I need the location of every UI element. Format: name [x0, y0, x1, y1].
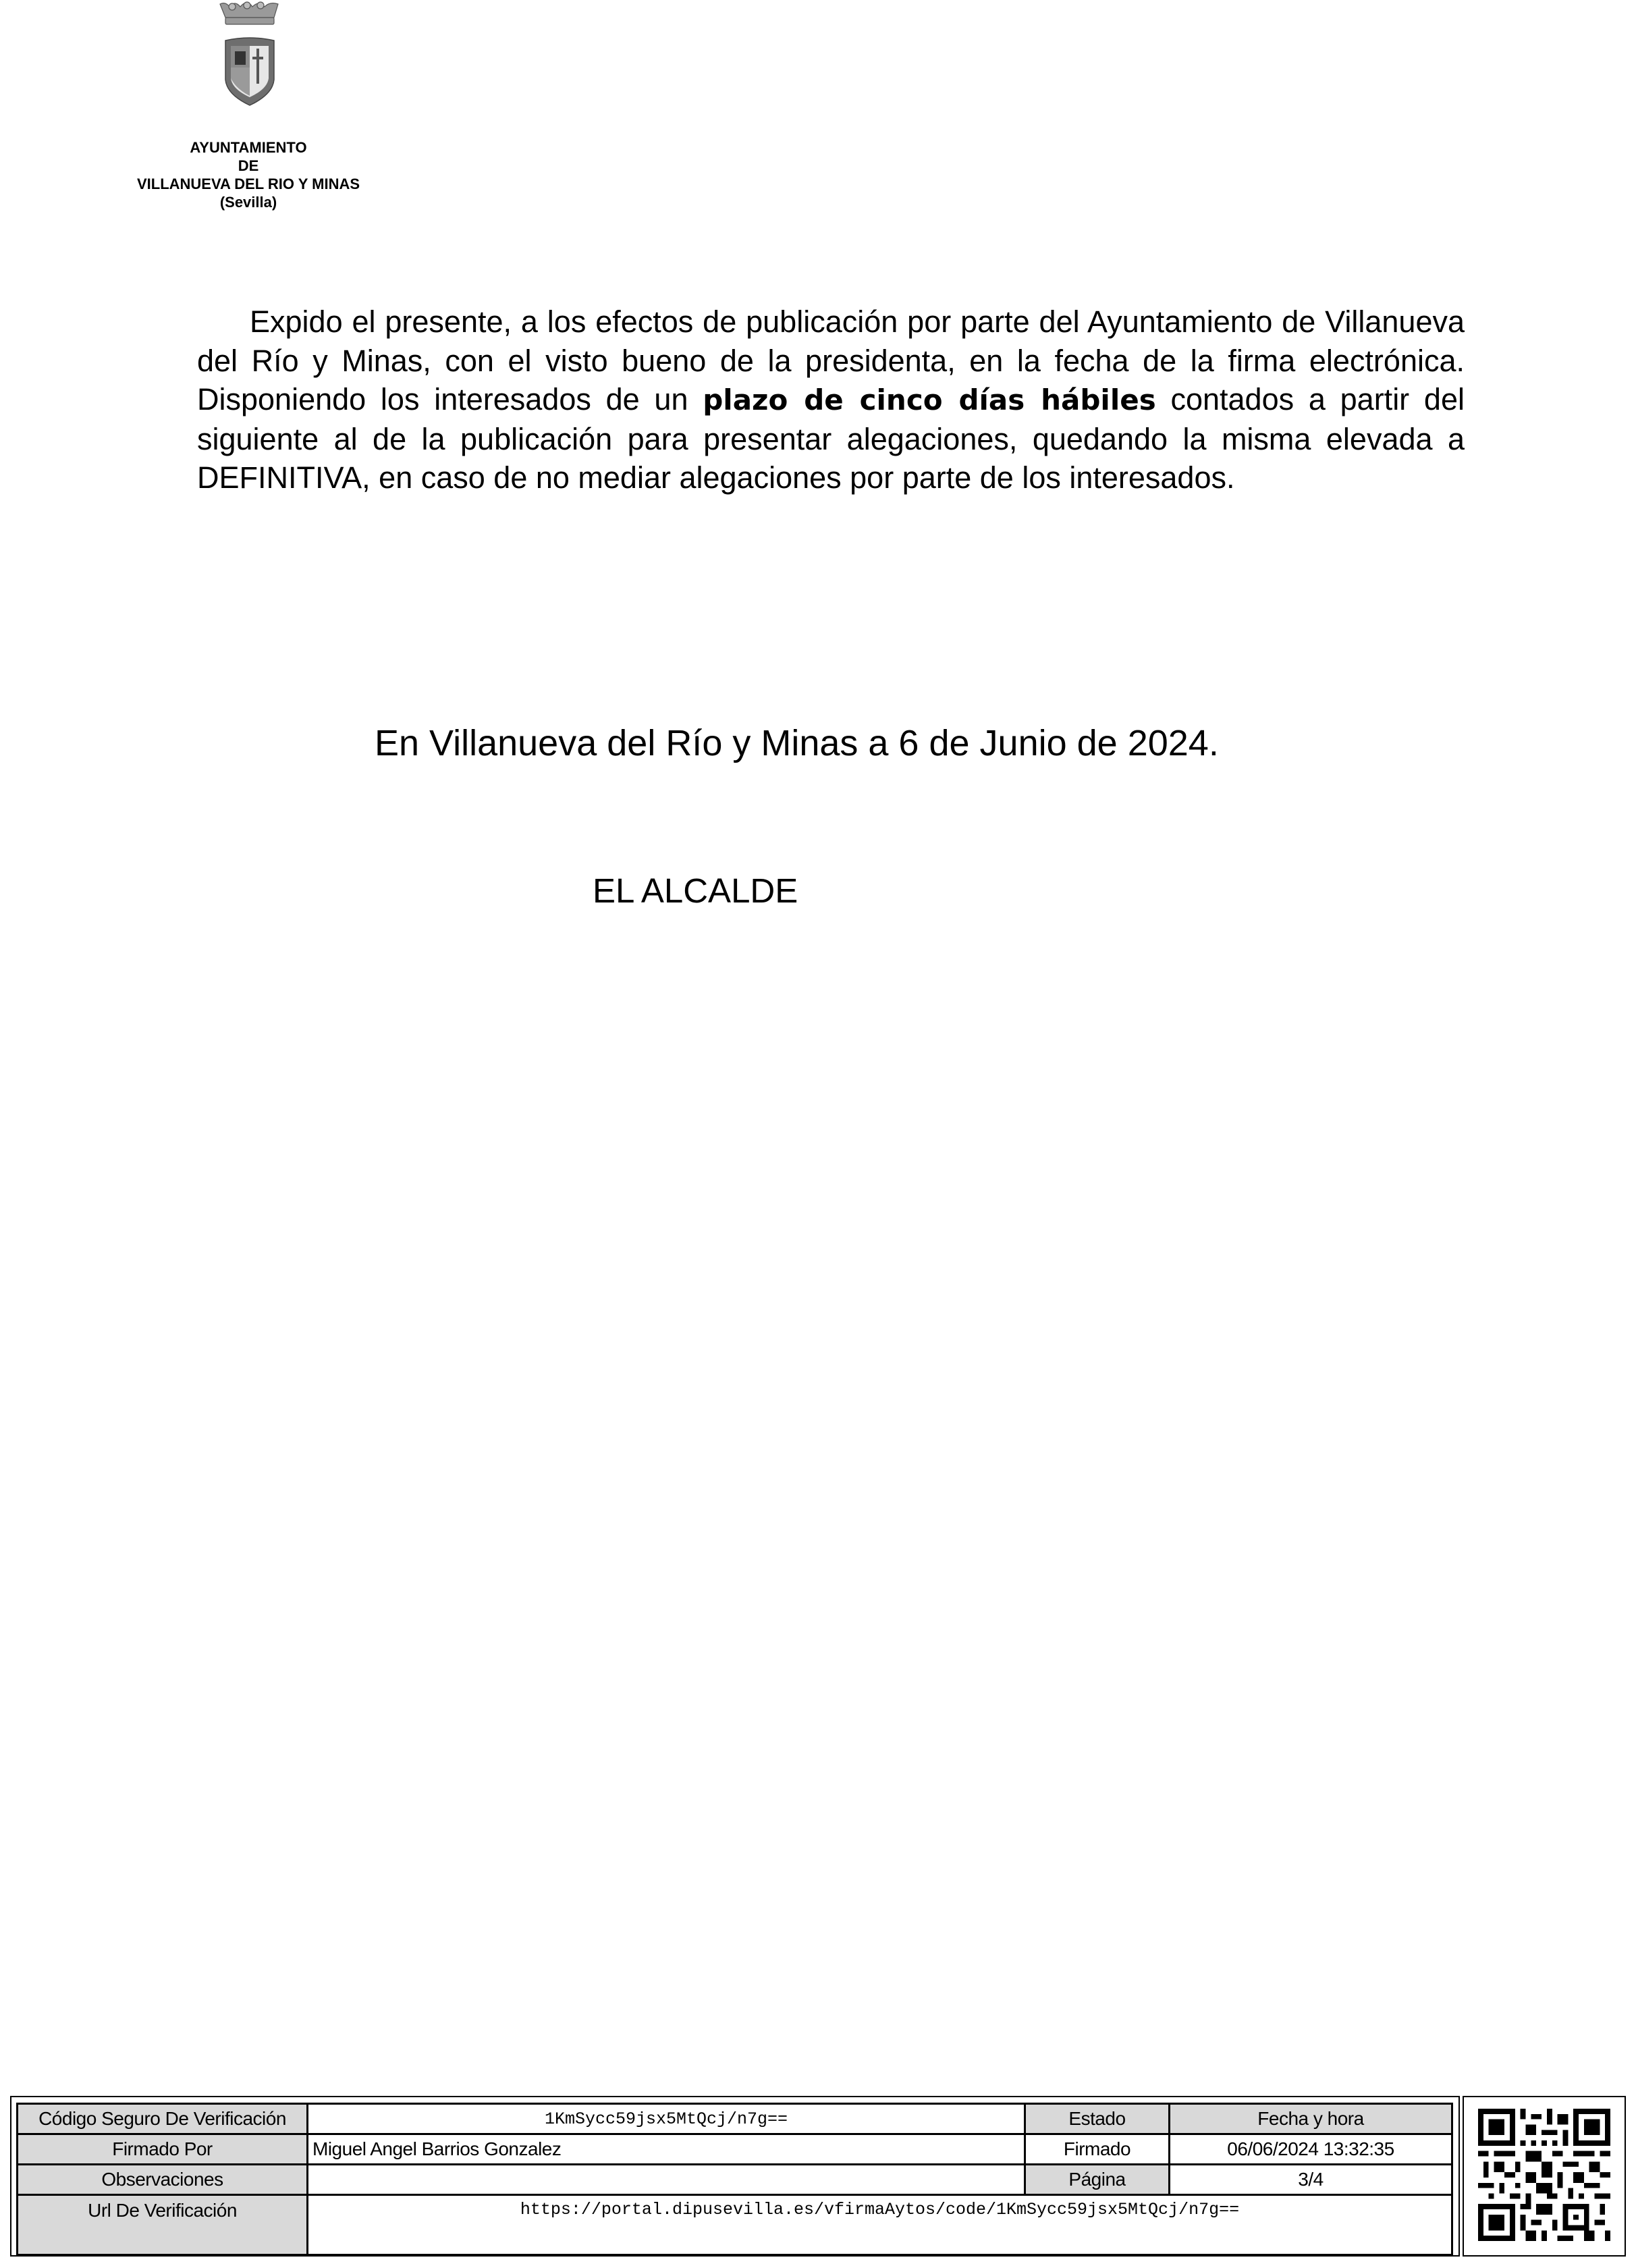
date-line: En Villanueva del Río y Minas a 6 de Junio de 2024.: [375, 723, 1219, 763]
table-row: [18, 2195, 1452, 2255]
observaciones-value: [308, 2165, 1025, 2195]
signer-title: EL ALCALDE: [593, 871, 798, 910]
verification-box: [10, 2096, 1460, 2257]
deadline-highlight: plazo de cinco días hábiles: [703, 383, 1156, 416]
estado-value: Firmado: [1025, 2134, 1170, 2165]
municipality-header: [113, 138, 383, 211]
verification-url[interactable]: https://portal.dipusevilla.es/vfirmaAytos/code/1KmSycc59jsx5MtQcj/n7g==: [308, 2195, 1452, 2255]
observaciones-label: Observaciones: [18, 2165, 308, 2195]
csv-label: Código Seguro De Verificación: [18, 2104, 308, 2134]
verification-footer: [10, 2096, 1626, 2258]
url-label: Url De Verificación: [18, 2195, 308, 2255]
table-row: [18, 2104, 1452, 2134]
table-row: [18, 2134, 1452, 2165]
pagina-label: Página: [1025, 2165, 1170, 2195]
firmado-por-label: Firmado Por: [18, 2134, 308, 2165]
header-line: AYUNTAMIENTO: [190, 139, 307, 156]
qr-code-box: [1463, 2096, 1626, 2257]
verification-table: [16, 2103, 1453, 2256]
paragraph-text: contados a partir del siguiente al de la publicación para presentar alegaciones, quedando la misma elevada a DEFINITIVA, en caso de no mediar alegaciones por parte de los interesados.: [197, 382, 1465, 495]
body-paragraph: [197, 302, 1465, 497]
table-row: [18, 2165, 1452, 2195]
coat-of-arms-icon: [216, 0, 283, 108]
estado-label: Estado: [1025, 2104, 1170, 2134]
qr-code-icon: [1478, 2109, 1610, 2244]
header-line: VILLANUEVA DEL RIO Y MINAS: [136, 176, 360, 192]
firmado-por-value: Miguel Angel Barrios Gonzalez: [308, 2134, 1025, 2165]
fecha-value: 06/06/2024 13:32:35: [1170, 2134, 1452, 2165]
csv-value: 1KmSycc59jsx5MtQcj/n7g==: [308, 2104, 1025, 2134]
paragraph-text: Expido el presente, a los efectos de publicación por parte del Ayuntamiento de Villanueva del Río y Minas, con el visto bueno de la presidenta, en la fecha de la firma electrónica. Disponiendo los interesados de un: [197, 304, 1465, 416]
fecha-label: Fecha y hora: [1170, 2104, 1452, 2134]
header-line: (Sevilla): [219, 194, 277, 211]
header-line: DE: [238, 157, 259, 174]
pagina-value: 3/4: [1170, 2165, 1452, 2195]
